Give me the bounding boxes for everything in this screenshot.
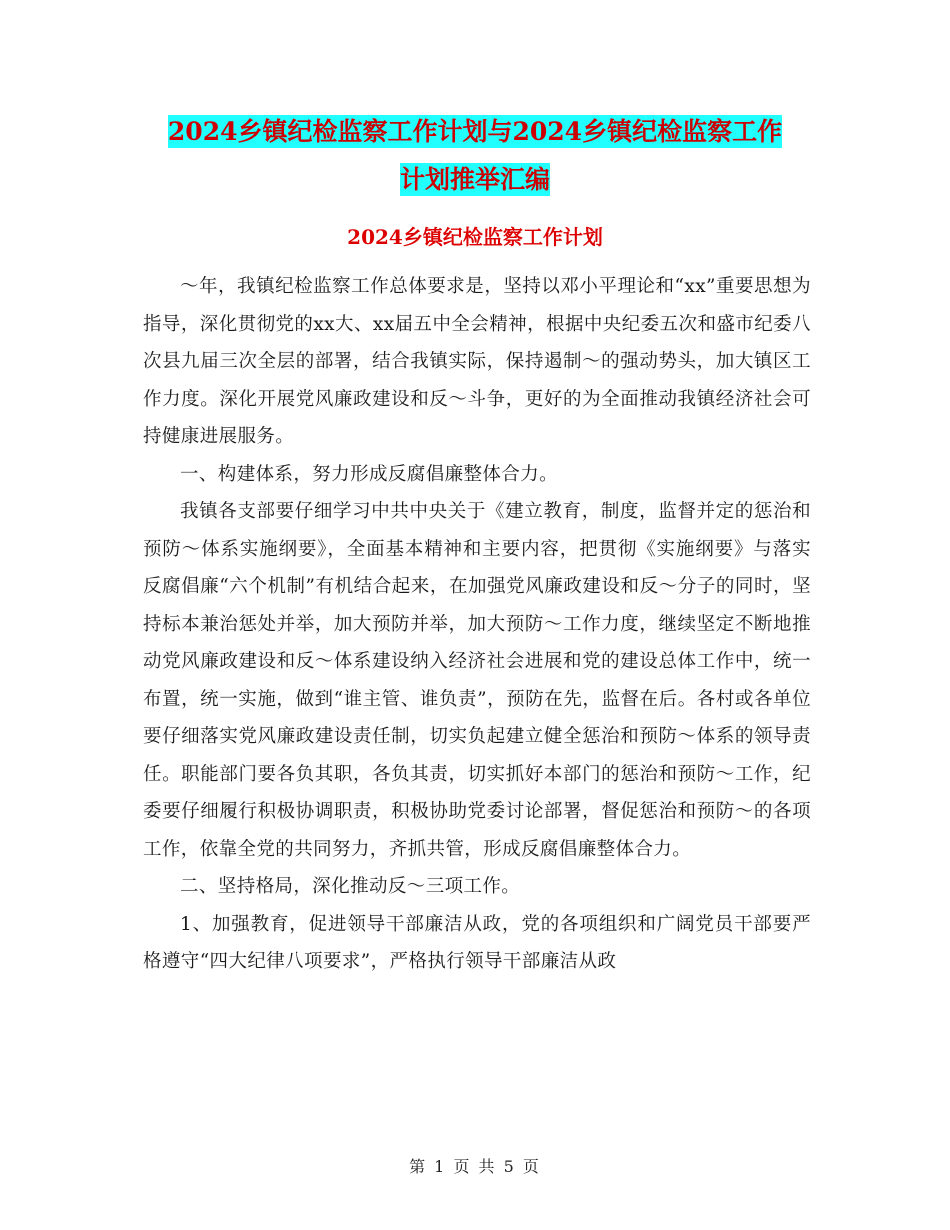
paragraph-heading-1: 一、构建体系，努力形成反腐倡廉整体合力。: [180, 463, 559, 485]
page-number-footer: 第 1 页 共 5 页: [409, 1157, 541, 1176]
paragraph-heading-2: 二、坚持格局，深化推动反～三项工作。: [180, 876, 521, 897]
body-text: [143, 268, 811, 981]
paragraph-education: 1、加强教育，促进领导干部廉洁从政，党的各项组织和广阔党员干部要严格遵守“四大纪律八项要求”，严格执行领导干部廉洁从政: [143, 913, 811, 972]
title-line-2: 计划推举汇编: [399, 165, 550, 194]
title-line-1: 2024乡镇纪检监察工作计划与2024乡镇纪检监察工作: [167, 117, 783, 146]
section-title: 2024乡镇纪检监察工作计划: [347, 225, 603, 249]
document-title: [140, 108, 810, 204]
paragraph-intro: ～年，我镇纪检监察工作总体要求是，坚持以邓小平理论和“xx”重要思想为指导，深化贯彻党的xx大、xx届五中全会精神，根据中央纪委五次和盛市纪委八次县九届三次全层的部署，结合我镇实际，保持遏制～的强动势头，加大镇区工作力度。深化开展党风廉政建设和反～斗争，更好的为全面推动我镇经济社会可持健康进展服务。: [143, 276, 811, 447]
paragraph-system: 我镇各支部要仔细学习中共中央关于《建立教育，制度，监督并定的惩治和预防～体系实施纲要》，全面基本精神和主要内容，把贯彻《实施纲要》与落实反腐倡廉“六个机制”有机结合起来，在加强党风廉政建设和反～分子的同时，坚持标本兼治惩处并举，加大预防并举，加大预防～工作力度，继续坚定不断地推动党风廉政建设和反～体系建设纳入经济社会进展和党的建设总体工作中，统一布置，统一实施，做到“谁主管、谁负责”，预防在先，监督在后。各村或各单位要仔细落实党风廉政建设责任制，切实负起建立健全惩治和预防～体系的领导责任。职能部门要各负其职，各负其责，切实抓好本部门的惩治和预防～工作，纪委要仔细履行积极协调职责，积极协助党委讨论部署，督促惩治和预防～的各项工作，依靠全党的共同努力，齐抓共管，形成反腐倡廉整体合力。: [143, 501, 811, 860]
